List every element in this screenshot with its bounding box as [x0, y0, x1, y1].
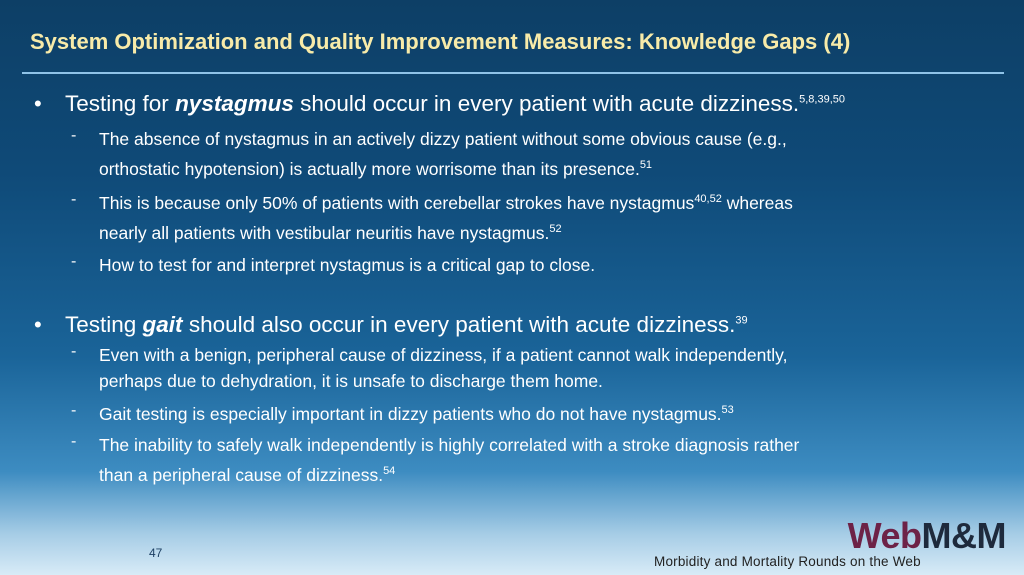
webmm-logo: [654, 515, 1006, 570]
sub-text-line: How to test for and interpret nystagmus is a critical gap to close.: [99, 255, 596, 275]
bullet-dot: •: [34, 91, 42, 116]
bullet-nystagmus: [0, 90, 1024, 280]
sub-bullet: [0, 124, 1024, 184]
page-number: 47: [149, 546, 163, 560]
sub-bullet: [0, 342, 1024, 394]
logo-mm: M&M: [921, 515, 1006, 556]
bullet-text-post: should occur in every patient with acute dizziness.: [293, 91, 800, 116]
dash-marker: -: [71, 253, 77, 270]
sub-bullet: [0, 188, 1024, 248]
citation: 39: [735, 314, 748, 327]
bullet-text-post: should also occur in every patient with acute dizziness.: [182, 312, 736, 337]
sub-text-line: [99, 188, 1024, 218]
bullet-emphasis: gait: [142, 312, 183, 337]
sub-text: nearly all patients with vestibular neuritis have nystagmus.: [99, 223, 550, 243]
citation: 53: [721, 404, 734, 417]
dash-marker: -: [71, 191, 77, 208]
bullet-text-pre: Testing: [65, 312, 143, 337]
dash-marker: -: [71, 433, 77, 450]
title-divider: [22, 72, 1004, 74]
bullet-text-pre: Testing for: [65, 91, 176, 116]
sub-text: whereas: [721, 193, 793, 213]
dash-marker: -: [71, 402, 77, 419]
bullet-emphasis: nystagmus: [175, 91, 294, 116]
sub-text-line: perhaps due to dehydration, it is unsafe to discharge them home.: [99, 371, 603, 391]
citation: 51: [639, 159, 653, 172]
sub-text-line: The inability to safely walk independently is highly correlated with a stroke diagnosis rather: [99, 435, 800, 455]
logo-wordmark: [847, 515, 1006, 556]
bullet-main: [0, 90, 1024, 118]
slide-title: System Optimization and Quality Improvement Measures: Knowledge Gaps (4): [30, 29, 851, 54]
logo-web: Web: [847, 515, 922, 556]
dash-marker: -: [71, 343, 77, 360]
sub-text-line: Even with a benign, peripheral cause of dizziness, if a patient cannot walk independently,: [99, 345, 788, 365]
bullet-main: [0, 311, 1024, 339]
sub-bullet: [0, 400, 1024, 428]
citation: 54: [383, 465, 396, 478]
sub-text-line: [99, 400, 1024, 428]
sub-text-line: [99, 154, 1024, 184]
sub-bullet: [0, 250, 1024, 280]
sub-text: This is because only 50% of patients with cerebellar strokes have nystagmus: [99, 193, 695, 213]
sub-text-line: [99, 460, 1024, 490]
sub-text-line: The absence of nystagmus in an actively dizzy patient without some obvious cause (e.g.,: [99, 129, 787, 149]
citation: 52: [549, 223, 562, 236]
sub-text: Gait testing is especially important in dizzy patients who do not have nystagmus.: [99, 404, 722, 424]
sub-bullet: [0, 430, 1024, 490]
sub-text: than a peripheral cause of dizziness.: [99, 465, 384, 485]
sub-text: orthostatic hypotension) is actually more worrisome than its presence.: [99, 159, 640, 179]
sub-text-line: [99, 218, 1024, 248]
logo-tagline: Morbidity and Mortality Rounds on the Web: [654, 554, 921, 569]
citation: 40,52: [694, 193, 722, 206]
bullet-dot: •: [34, 312, 42, 337]
bullet-gait: [0, 311, 1024, 490]
citation: 5,8,39,50: [799, 93, 845, 106]
dash-marker: -: [71, 127, 77, 144]
